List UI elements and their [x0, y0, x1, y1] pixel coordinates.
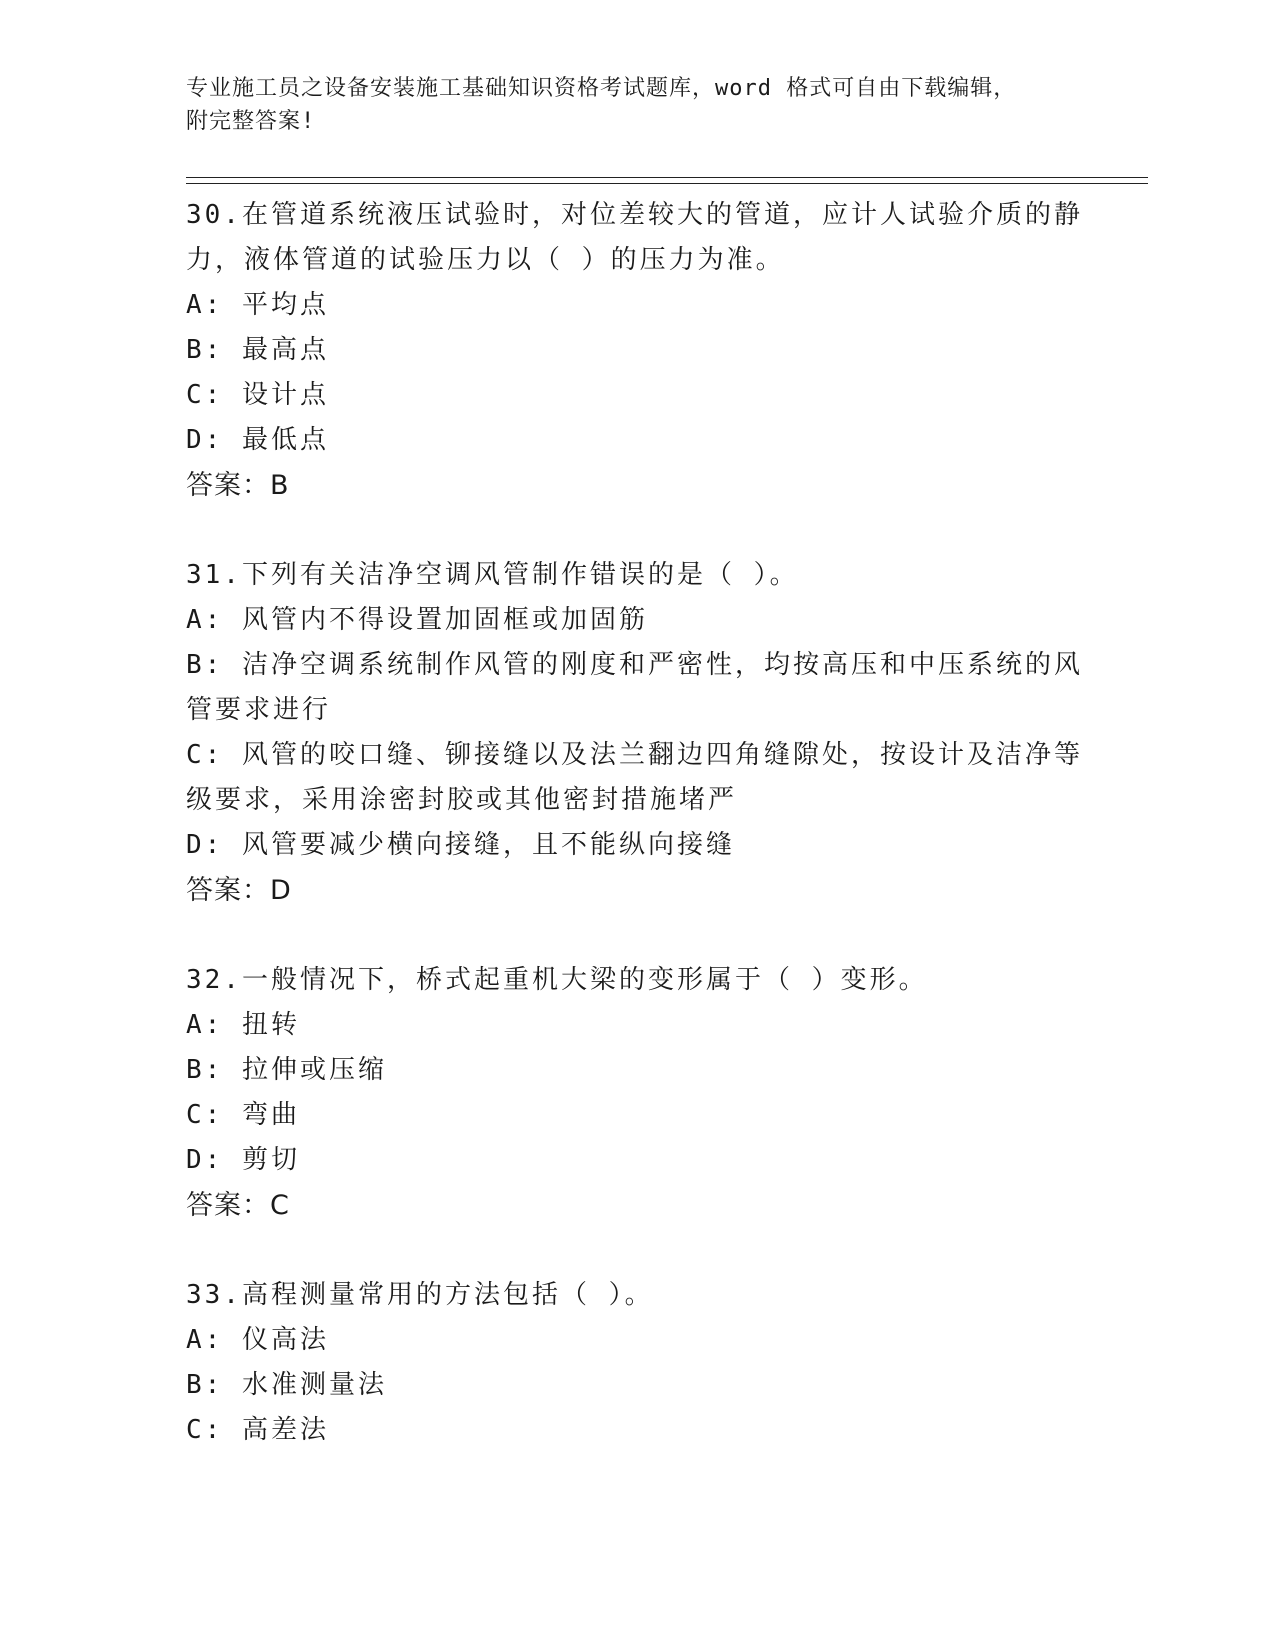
question-stem: 32.一般情况下，桥式起重机大梁的变形属于（ ）变形。	[186, 965, 928, 995]
option-b: B: 最高点	[186, 335, 329, 365]
question-stem: 31.下列有关洁净空调风管制作错误的是（ ）。	[186, 560, 799, 590]
answer-line: 答案：B	[186, 470, 290, 501]
option-a: A: 风管内不得设置加固框或加固筋	[186, 605, 648, 635]
option-b: B: 拉伸或压缩	[186, 1055, 387, 1085]
answer-line: 答案：C	[186, 1190, 290, 1221]
option-d: D: 最低点	[186, 425, 329, 455]
question-30	[186, 193, 1086, 508]
option-c: C: 高差法	[186, 1415, 329, 1445]
document-header	[186, 72, 1066, 138]
question-stem: 30.在管道系统液压试验时，对位差较大的管道，应计人试验介质的静力，液体管道的试验压力以（ ）的压力为准。	[186, 200, 1083, 275]
option-c: C: 设计点	[186, 380, 329, 410]
question-list	[186, 193, 1086, 1498]
option-d: D: 剪切	[186, 1145, 300, 1175]
option-c: C: 风管的咬口缝、铆接缝以及法兰翻边四角缝隙处，按设计及洁净等级要求，采用涂密封胶或其他密封措施堵严	[186, 740, 1083, 815]
question-31	[186, 553, 1086, 913]
option-b: B: 洁净空调系统制作风管的刚度和严密性，均按高压和中压系统的风管要求进行	[186, 650, 1083, 725]
header-title-line2: 附完整答案!	[186, 109, 316, 134]
question-33	[186, 1273, 1086, 1453]
option-d: D: 风管要减少横向接缝，且不能纵向接缝	[186, 830, 735, 860]
option-a: A: 扭转	[186, 1010, 300, 1040]
option-a: A: 仪高法	[186, 1325, 329, 1355]
answer-line: 答案：D	[186, 875, 292, 906]
header-divider-top	[186, 177, 1148, 178]
option-a: A: 平均点	[186, 290, 329, 320]
header-title-line1: 专业施工员之设备安装施工基础知识资格考试题库，word 格式可自由下载编辑，	[186, 76, 1017, 101]
question-stem: 33.高程测量常用的方法包括（ ）。	[186, 1280, 654, 1310]
question-32	[186, 958, 1086, 1228]
option-c: C: 弯曲	[186, 1100, 300, 1130]
header-divider-bottom	[186, 183, 1148, 184]
option-b: B: 水准测量法	[186, 1370, 387, 1400]
